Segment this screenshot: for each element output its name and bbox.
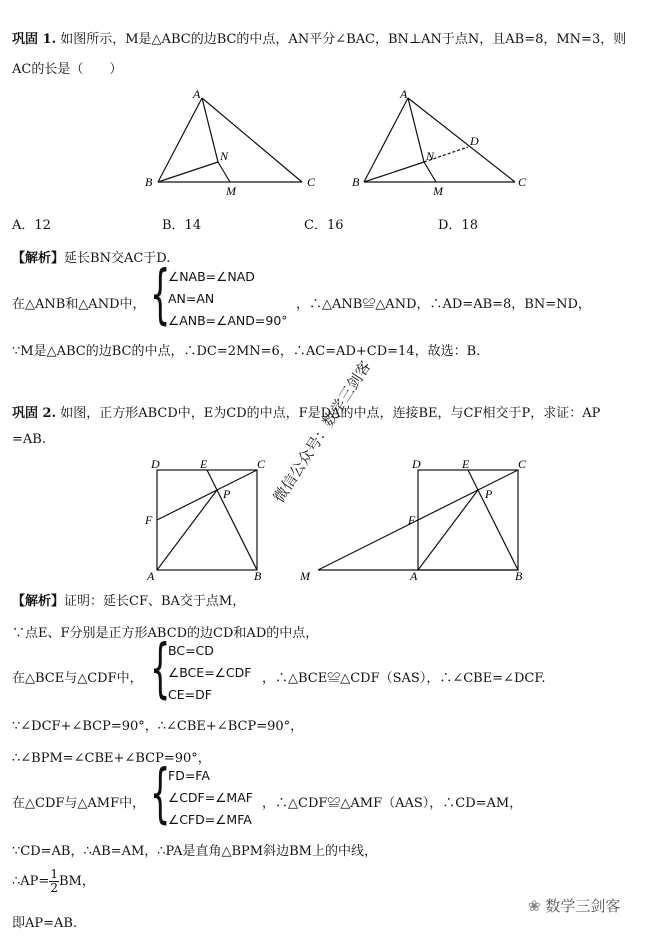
p2-figure-2 [299,457,527,583]
p2-case2-cond-2: ∠CDF=∠MAF [168,790,253,805]
fig3-label-f: F [145,513,153,527]
p1-cond-3: ∠ANB=∠AND=90° [168,313,288,328]
fig4-label-e: E [462,457,470,471]
p2-case2-cond-3: ∠CFD=∠MFA [168,812,252,827]
fig4-label-f: F [408,513,416,527]
fig4-label-p: P [485,487,493,501]
p1-stem-text-1: 如图所示，M是△ABC的边BC的中点，AN平分∠BAC，BN⊥AN于点N，且AB=8，MN=3，则 [60,32,627,47]
p2-analysis-tag: 【解析】 [12,594,65,609]
p2-line4: ∵∠DCF+∠BCP=90°，∴∠CBE+∠BCP=90°， [12,719,304,734]
fig3-label-b: B [254,569,262,583]
p2-case2-prefix: 在△CDF与△AMF中， [12,796,146,811]
p2-figures [140,452,540,592]
p1-conclusion: ∵M是△ABC的边BC的中点，∴DC=2MN=6，∴AC=AD+CD=14，故选：B. [12,344,481,359]
p2-stem-text-1: 如图，正方形ABCD中，E为CD的中点，F是DA的中点，连接BE，与CF相交于P，求证：AP [60,406,601,421]
fig1-label-m: M [226,184,236,198]
frac-denominator: 2 [50,881,58,895]
fig1-label-b: B [145,175,153,189]
fig3-label-a: A [147,569,155,583]
fig1-label-c: C [307,175,316,189]
fig4-label-d: D [412,457,421,471]
p1-label: 巩固 1. [12,32,57,47]
fig1-label-n: N [220,149,229,163]
p2-brace-1: { [150,632,171,706]
p2-case1-cond-1: BC=CD [168,643,214,658]
fig3-label-p: P [223,487,231,501]
p2-case1-prefix: 在△BCE与△CDF中， [12,671,143,686]
p1-option-d: D．18 [438,218,478,233]
fig2-label-c: C [518,175,527,189]
watermark: 微信公众号：数学三剑客 [269,357,375,506]
fraction-one-half [49,868,59,895]
p1-brace: { [150,258,171,332]
p1-stem-line1 [12,28,626,47]
logo-text: 数学三剑客 [545,897,621,915]
wechat-icon: ❀ [528,897,546,915]
p2-line8-prefix: ∴AP= [12,874,50,889]
p2-analysis-line1 [12,590,245,609]
account-logo [528,895,620,916]
p2-line9: 即AP=AB. [12,916,78,931]
p2-analysis-text: 证明：延长CF、BA交于点M， [64,594,246,609]
p1-figure-1 [145,87,316,198]
p2-case1-cond-2: ∠BCE=∠CDF [168,665,252,680]
p1-cond-2: AN=AN [168,291,215,306]
fig4-label-b: B [515,569,523,583]
fig2-label-a: A [400,87,408,101]
p1-cond-1: ∠NAB=∠NAD [168,269,255,284]
fig2-label-d: D [470,134,479,148]
p1-option-b: B．14 [162,218,202,233]
p1-analysis-tag: 【解析】 [12,251,65,266]
p2-case2-conds [168,765,253,831]
p2-brace-2: { [150,757,171,831]
fig4-label-c: C [518,457,527,471]
p1-option-c: C．16 [304,218,344,233]
fig4-label-m: M [300,569,310,583]
p1-analysis-line1 [12,247,170,266]
p1-case-conds [168,266,288,332]
p1-case-prefix: 在△ANB和△AND中， [12,297,146,312]
fig1-label-a: A [193,87,201,101]
p2-stem-line1 [12,402,600,421]
p2-line8-suffix: BM， [58,874,95,889]
p2-case1-cond-3: CE=DF [168,687,212,702]
p1-option-a: A．12 [12,218,51,233]
p2-case2-cond-1: FD=FA [168,768,210,783]
p1-figures [140,85,540,205]
frac-numerator: 1 [50,867,58,881]
p2-line5: ∴∠BPM=∠CBE+∠BCP=90°， [12,751,211,766]
fig3-label-d: D [151,457,160,471]
p2-line8 [12,868,95,895]
p2-line2: ∵点E、F分别是正方形ABCD的边CD和AD的中点， [12,626,319,641]
p2-label: 巩固 2. [12,406,57,421]
fig3-label-c: C [257,457,266,471]
p2-case2-result: ，∴△CDF≌△AMF（AAS），∴CD=AM， [262,796,523,811]
p1-analysis-text: 延长BN交AC于D. [64,251,171,266]
p2-case1-conds [168,640,251,706]
p1-figure-2 [352,87,527,198]
p2-case1-result: ，∴△BCE≌△CDF（SAS），∴∠CBE=∠DCF. [262,671,546,686]
fig2-label-b: B [352,175,360,189]
fig2-label-m: M [433,184,443,198]
p2-figure-1 [144,457,266,583]
p2-line7: ∵CD=AB，∴AB=AM，∴PA是直角△BPM斜边BM上的中线， [12,844,377,859]
fig2-label-n: N [426,149,435,163]
p1-stem-line2: AC的长是（ ） [12,62,123,77]
p1-case-result: ，∴△ANB≌△AND，∴AD=AB=8，BN=ND， [296,297,591,312]
fig3-label-e: E [200,457,208,471]
p2-stem-line2: =AB. [12,432,46,447]
fig4-label-a: A [410,569,418,583]
